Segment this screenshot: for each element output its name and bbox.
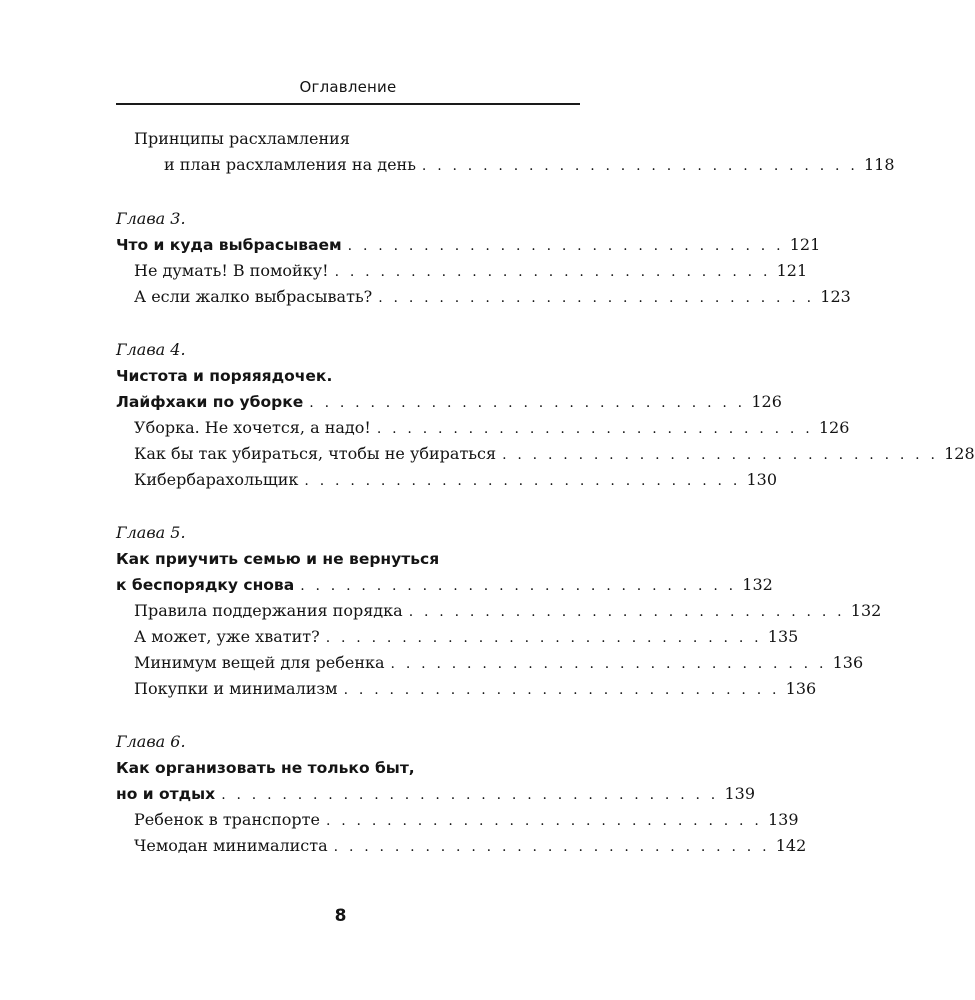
chapter-title-entry[interactable]	[116, 232, 821, 258]
toc-entry-text: Принципы расхламления	[134, 129, 350, 148]
chapter-label: Глава 3.	[116, 209, 186, 228]
leader-dots: . . . . . . . . . . . . . . . . . . . . . . . . . . . . .	[333, 839, 770, 855]
leader-dots: . . . . . . . . . . . . . . . . . . . . . . . . . . . . .	[502, 447, 939, 463]
leader-dots: . . . . . . . . . . . . . . . . . . . . . . . . . . . . .	[325, 813, 762, 829]
leader-dots: . . . . . . . . . . . . . . . . . . . . . . . . . . . . .	[390, 656, 827, 672]
toc-entry-text: Минимум вещей для ребенка	[134, 653, 385, 672]
page-number: 8	[334, 906, 347, 926]
toc-page-number: 139	[724, 784, 755, 803]
toc-page-number: 128	[944, 444, 975, 463]
chapter-label: Глава 6.	[116, 732, 186, 751]
chapter-title: Как приучить семью и не вернуться	[116, 550, 440, 568]
toc-entry-text: и план расхламления на день	[164, 155, 416, 174]
toc-entry[interactable]	[116, 467, 778, 493]
leader-dots: . . . . . . . . . . . . . . . . . . . . . . . . . . . . .	[378, 290, 815, 306]
chapter-title: Как организовать не только быт,	[116, 759, 415, 777]
toc-entry-text: Чемодан минималиста	[134, 836, 328, 855]
chapter-title: к беспорядку снова	[116, 576, 295, 594]
toc-page-number: 126	[751, 392, 782, 411]
toc-entry-text: Уборка. Не хочется, а надо!	[134, 418, 371, 437]
toc-entry-text: Кибербарахольщик	[134, 470, 299, 489]
header-rule	[116, 103, 580, 105]
chapter-title-entry[interactable]	[116, 389, 782, 415]
toc-page-number: 118	[863, 155, 895, 174]
leader-dots: . . . . . . . . . . . . . . . . . . . . . . . . . . . . .	[304, 473, 741, 489]
toc-entry-text: Не думать! В помойку!	[134, 261, 329, 280]
table-of-contents	[116, 126, 975, 859]
leader-dots: . . . . . . . . . . . . . . . . . . . . . . . . . . . . .	[343, 682, 780, 698]
chapter-title-line	[116, 363, 580, 389]
chapter-title: но и отдых	[116, 785, 216, 803]
chapter-title-entry[interactable]	[116, 572, 773, 598]
toc-entry[interactable]	[116, 441, 975, 467]
leader-dots: . . . . . . . . . . . . . . . . . . . . . . . . . . . . .	[300, 578, 737, 594]
toc-page-number: 139	[768, 810, 799, 829]
leader-dots: . . . . . . . . . . . . . . . . . . . . . . . . . . . . .	[334, 264, 771, 280]
leader-dots: . . . . . . . . . . . . . . . . . . . . . . . . . . . . .	[421, 158, 858, 174]
chapter-title: Чистота и поряяядочек.	[116, 367, 333, 385]
toc-page-number: 132	[742, 575, 773, 594]
toc-entry-text: Ребенок в транспорте	[134, 810, 320, 829]
toc-page-number: 136	[785, 679, 817, 698]
toc-entry[interactable]	[116, 676, 817, 702]
toc-page-number: 121	[776, 261, 808, 280]
toc-page-number: 121	[789, 235, 821, 254]
toc-entry[interactable]	[116, 833, 807, 859]
leader-dots: . . . . . . . . . . . . . . . . . . . . . . . . . . . . .	[309, 395, 746, 411]
toc-page-number: 126	[818, 418, 850, 437]
chapter-title-line	[116, 755, 580, 781]
leader-dots: . . . . . . . . . . . . . . . . . . . . . . . . . . . . .	[376, 421, 813, 437]
toc-entry-text: Правила поддержания порядка	[134, 601, 403, 620]
toc-entry[interactable]	[116, 258, 808, 284]
leader-dots: . . . . . . . . . . . . . . . . . . . . . . . . . . . . . . . . .	[221, 787, 719, 803]
toc-page-number: 136	[832, 653, 864, 672]
toc-entry-text: Покупки и минимализм	[134, 679, 338, 698]
toc-entry[interactable]	[116, 624, 799, 650]
toc-entry[interactable]	[116, 126, 580, 152]
chapter-title: Лайфхаки по уборке	[116, 393, 304, 411]
chapter-title: Что и куда выбрасываем	[116, 236, 342, 254]
toc-entry[interactable]	[116, 807, 799, 833]
chapter-title-entry[interactable]	[116, 781, 755, 807]
toc-entry[interactable]	[116, 598, 882, 624]
leader-dots: . . . . . . . . . . . . . . . . . . . . . . . . . . . . .	[347, 238, 784, 254]
chapter-title-line	[116, 546, 580, 572]
chapter-label: Глава 5.	[116, 523, 186, 542]
toc-entry-text: А если жалко выбрасывать?	[134, 287, 373, 306]
toc-page-number: 123	[820, 287, 851, 306]
toc-page-number: 135	[767, 627, 799, 646]
toc-page-number: 142	[775, 836, 807, 855]
toc-entry-text: Как бы так убираться, чтобы не убираться	[134, 444, 497, 463]
toc-entry[interactable]	[116, 152, 895, 178]
toc-entry[interactable]	[116, 650, 864, 676]
toc-entry[interactable]	[116, 415, 850, 441]
toc-page-number: 130	[746, 470, 778, 489]
toc-entry[interactable]	[116, 284, 851, 310]
leader-dots: . . . . . . . . . . . . . . . . . . . . . . . . . . . . .	[325, 630, 762, 646]
toc-entry-text: А может, уже хватит?	[134, 627, 320, 646]
running-header: Оглавление	[299, 78, 397, 96]
leader-dots: . . . . . . . . . . . . . . . . . . . . . . . . . . . . .	[408, 604, 845, 620]
toc-page-number: 132	[850, 601, 882, 620]
chapter-label: Глава 4.	[116, 340, 186, 359]
